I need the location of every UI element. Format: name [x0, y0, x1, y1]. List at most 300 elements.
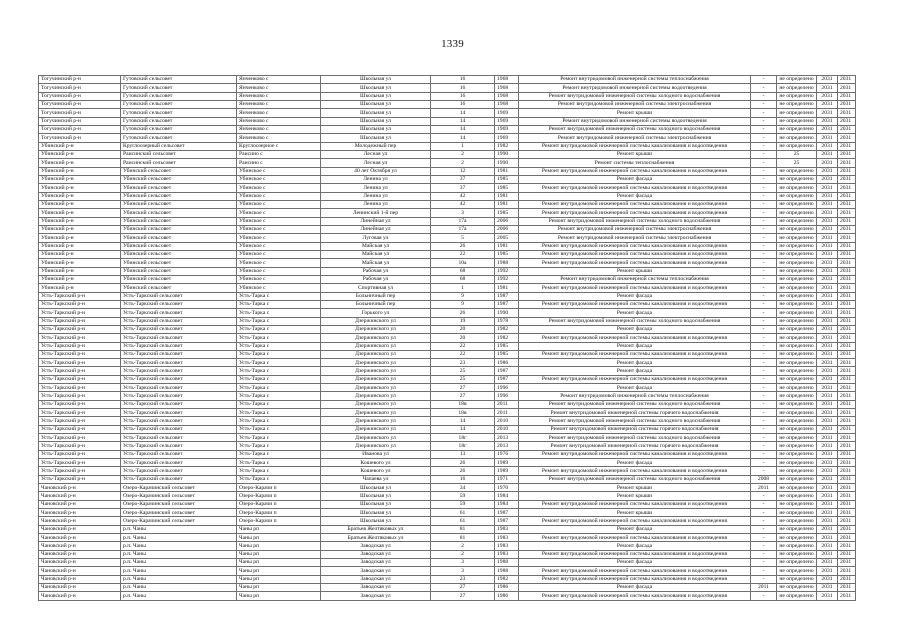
- table-row: [39, 334, 856, 342]
- cell-plan-start-year: 2031: [817, 76, 838, 84]
- cell-plan-start-year: 2031: [817, 300, 838, 308]
- cell-last-repair-year: -: [751, 117, 777, 125]
- table-row: [39, 442, 856, 450]
- table-row: [39, 109, 856, 117]
- cell-plan-end-year: 2031: [838, 234, 856, 242]
- cell-plan-end-year: 2031: [838, 334, 856, 342]
- cell-street: Спортивная ул: [321, 284, 431, 292]
- table-row: [39, 342, 856, 350]
- cell-plan-start-year: 2031: [817, 400, 838, 408]
- cell-cost: не определено: [777, 342, 817, 350]
- cell-plan-start-year: 2031: [817, 334, 838, 342]
- cell-plan-start-year: 2031: [817, 117, 838, 125]
- cell-street: Братьев Желтяковых ул: [321, 525, 431, 533]
- cell-cost: не определено: [777, 492, 817, 500]
- cell-settlement-council: Усть-Таркский сельсовет: [121, 317, 237, 325]
- table-row: [39, 484, 856, 492]
- cell-plan-end-year: 2031: [838, 509, 856, 517]
- cell-house-number: 3: [431, 567, 495, 575]
- cell-district: Усть-Таркский р-н: [39, 325, 121, 333]
- cell-repair-work-type: Ремонт фасада: [519, 367, 751, 375]
- cell-last-repair-year: -: [751, 375, 777, 383]
- cell-plan-start-year: 2031: [817, 342, 838, 350]
- cell-cost: не определено: [777, 542, 817, 550]
- cell-district: Усть-Таркский р-н: [39, 417, 121, 425]
- cell-repair-work-type: Ремонт фасада: [519, 192, 751, 200]
- cell-locality: Чаны рп: [237, 592, 321, 600]
- cell-plan-end-year: 2031: [838, 142, 856, 150]
- cell-cost: не определено: [777, 459, 817, 467]
- table-row: [39, 259, 856, 267]
- cell-locality: Убинское с: [237, 209, 321, 217]
- cell-cost: не определено: [777, 167, 817, 175]
- cell-district: Убинский р-н: [39, 200, 121, 208]
- cell-plan-start-year: 2031: [817, 384, 838, 392]
- cell-district: Убинский р-н: [39, 275, 121, 283]
- table-row: [39, 142, 856, 150]
- cell-repair-work-type: Ремонт внутридомовой инженерной системы канализования и водоотведения: [519, 550, 751, 558]
- cell-street: Линейная ул: [321, 225, 431, 233]
- cell-house-number: 37: [431, 175, 495, 183]
- cell-plan-end-year: 2031: [838, 200, 856, 208]
- cell-street: Дзержинского ул: [321, 342, 431, 350]
- cell-cost: не определено: [777, 575, 817, 583]
- cell-last-repair-year: -: [751, 367, 777, 375]
- cell-locality: Озеро-Карачи п: [237, 509, 321, 517]
- cell-plan-end-year: 2031: [838, 534, 856, 542]
- cell-cost: не определено: [777, 259, 817, 267]
- table-row: [39, 542, 856, 550]
- cell-house-number: 27: [431, 392, 495, 400]
- page-number: 1339: [441, 38, 464, 50]
- cell-build-year: 1992: [495, 275, 519, 283]
- cell-build-year: 1981: [495, 200, 519, 208]
- cell-street: Школьная ул: [321, 500, 431, 508]
- cell-house-number: 17а: [431, 225, 495, 233]
- table-row: [39, 459, 856, 467]
- cell-settlement-council: Усть-Таркский сельсовет: [121, 384, 237, 392]
- cell-street: Школьная ул: [321, 84, 431, 92]
- cell-locality: Озеро-Карачи п: [237, 492, 321, 500]
- cell-plan-start-year: 2031: [817, 534, 838, 542]
- cell-last-repair-year: -: [751, 425, 777, 433]
- cell-cost: не определено: [777, 184, 817, 192]
- cell-locality: Янченково с: [237, 92, 321, 100]
- cell-last-repair-year: -: [751, 167, 777, 175]
- table-row: [39, 384, 856, 392]
- cell-locality: Янченково с: [237, 125, 321, 133]
- cell-build-year: 2011: [495, 400, 519, 408]
- cell-house-number: 19: [431, 317, 495, 325]
- table-row: [39, 309, 856, 317]
- cell-settlement-council: р.п. Чаны: [121, 567, 237, 575]
- cell-plan-end-year: 2031: [838, 425, 856, 433]
- cell-cost: не определено: [777, 334, 817, 342]
- cell-settlement-council: Озеро-Карачинский сельсовет: [121, 517, 237, 525]
- cell-house-number: 37: [431, 184, 495, 192]
- table-row: [39, 467, 856, 475]
- cell-settlement-council: Усть-Таркский сельсовет: [121, 300, 237, 308]
- cell-plan-end-year: 2031: [838, 409, 856, 417]
- cell-settlement-council: Гутовский сельсовет: [121, 117, 237, 125]
- cell-last-repair-year: -: [751, 250, 777, 258]
- cell-build-year: 1983: [495, 534, 519, 542]
- cell-repair-work-type: Ремонт крыши: [519, 109, 751, 117]
- cell-house-number: 22: [431, 350, 495, 358]
- cell-last-repair-year: -: [751, 350, 777, 358]
- cell-plan-start-year: 2031: [817, 575, 838, 583]
- cell-locality: Убинское с: [237, 284, 321, 292]
- cell-street: Дзержинского ул: [321, 409, 431, 417]
- cell-locality: Усть-Тарка с: [237, 425, 321, 433]
- cell-street: Заводская ул: [321, 567, 431, 575]
- table-row: [39, 517, 856, 525]
- cell-settlement-council: р.п. Чаны: [121, 525, 237, 533]
- cell-settlement-council: Гутовский сельсовет: [121, 134, 237, 142]
- cell-district: Усть-Таркский р-н: [39, 309, 121, 317]
- cell-street: Школьная ул: [321, 484, 431, 492]
- cell-settlement-council: Озеро-Карачинский сельсовет: [121, 492, 237, 500]
- cell-locality: Чаны рп: [237, 567, 321, 575]
- cell-plan-start-year: 2031: [817, 392, 838, 400]
- cell-build-year: 1985: [495, 342, 519, 350]
- cell-street: Дзержинского ул: [321, 325, 431, 333]
- cell-street: Ленина ул: [321, 200, 431, 208]
- cell-district: Чановский р-н: [39, 550, 121, 558]
- cell-settlement-council: Убинский сельсовет: [121, 234, 237, 242]
- cell-cost: не определено: [777, 325, 817, 333]
- cell-plan-start-year: 2031: [817, 309, 838, 317]
- cell-build-year: 1983: [495, 542, 519, 550]
- cell-house-number: 20: [431, 334, 495, 342]
- cell-plan-end-year: 2031: [838, 250, 856, 258]
- cell-last-repair-year: -: [751, 275, 777, 283]
- cell-cost: не определено: [777, 567, 817, 575]
- cell-street: Майская ул: [321, 242, 431, 250]
- cell-district: Усть-Таркский р-н: [39, 334, 121, 342]
- cell-last-repair-year: -: [751, 309, 777, 317]
- cell-repair-work-type: Ремонт внутридомовой инженерной системы канализования и водоотведения: [519, 209, 751, 217]
- cell-plan-start-year: 2031: [817, 325, 838, 333]
- cell-street: Дзержинского ул: [321, 417, 431, 425]
- cell-settlement-council: Гутовский сельсовет: [121, 84, 237, 92]
- cell-locality: Убинское с: [237, 275, 321, 283]
- cell-cost: не определено: [777, 359, 817, 367]
- table-row: [39, 350, 856, 358]
- cell-locality: Убинское с: [237, 250, 321, 258]
- cell-last-repair-year: -: [751, 125, 777, 133]
- cell-district: Убинский р-н: [39, 142, 121, 150]
- cell-plan-start-year: 2031: [817, 225, 838, 233]
- cell-street: Школьная ул: [321, 76, 431, 84]
- cell-build-year: 2010: [495, 425, 519, 433]
- cell-cost: не определено: [777, 425, 817, 433]
- cell-last-repair-year: -: [751, 100, 777, 108]
- cell-district: Убинский р-н: [39, 284, 121, 292]
- cell-house-number: 14: [431, 125, 495, 133]
- cell-last-repair-year: -: [751, 550, 777, 558]
- cell-house-number: 23: [431, 575, 495, 583]
- cell-district: Усть-Таркский р-н: [39, 459, 121, 467]
- cell-settlement-council: Убинский сельсовет: [121, 225, 237, 233]
- cell-plan-end-year: 2031: [838, 184, 856, 192]
- cell-house-number: 16: [431, 100, 495, 108]
- cell-build-year: 1970: [495, 484, 519, 492]
- cell-locality: Янченково с: [237, 100, 321, 108]
- cell-plan-start-year: 2031: [817, 84, 838, 92]
- cell-build-year: 1985: [495, 209, 519, 217]
- cell-locality: Убинское с: [237, 225, 321, 233]
- cell-locality: Янченково с: [237, 84, 321, 92]
- table-row: [39, 492, 856, 500]
- cell-locality: Озеро-Карачи п: [237, 484, 321, 492]
- cell-last-repair-year: -: [751, 300, 777, 308]
- cell-repair-work-type: Ремонт внутридомовой инженерной системы канализования и водоотведения: [519, 500, 751, 508]
- cell-cost: не определено: [777, 525, 817, 533]
- cell-district: Усть-Таркский р-н: [39, 342, 121, 350]
- cell-street: Ленина ул: [321, 175, 431, 183]
- cell-district: Чановский р-н: [39, 517, 121, 525]
- cell-district: Чановский р-н: [39, 559, 121, 567]
- cell-last-repair-year: 2011: [751, 584, 777, 592]
- cell-locality: Убинское с: [237, 259, 321, 267]
- cell-house-number: 22: [431, 250, 495, 258]
- cell-plan-end-year: 2031: [838, 284, 856, 292]
- cell-plan-start-year: 2031: [817, 459, 838, 467]
- cell-settlement-council: Усть-Таркский сельсовет: [121, 359, 237, 367]
- cell-locality: Убинское с: [237, 217, 321, 225]
- cell-last-repair-year: -: [751, 517, 777, 525]
- table-row: [39, 592, 856, 600]
- table-row: [39, 417, 856, 425]
- cell-settlement-council: р.п. Чаны: [121, 575, 237, 583]
- cell-cost: не определено: [777, 467, 817, 475]
- cell-repair-work-type: Ремонт системы теплоснабжения: [519, 159, 751, 167]
- cell-plan-end-year: 2031: [838, 592, 856, 600]
- table-row: [39, 392, 856, 400]
- cell-locality: Янченково с: [237, 117, 321, 125]
- cell-district: Чановский р-н: [39, 575, 121, 583]
- table-row: [39, 434, 856, 442]
- cell-cost: не определено: [777, 125, 817, 133]
- cell-repair-work-type: Ремонт внутридомовой инженерной системы канализования и водоотведения: [519, 334, 751, 342]
- cell-plan-end-year: 2031: [838, 209, 856, 217]
- cell-district: Тогучинский р-н: [39, 125, 121, 133]
- cell-street: Ленина ул: [321, 192, 431, 200]
- cell-plan-start-year: 2031: [817, 517, 838, 525]
- cell-plan-end-year: 2031: [838, 134, 856, 142]
- cell-repair-work-type: Ремонт фасада: [519, 359, 751, 367]
- cell-settlement-council: Раисинский сельсовет: [121, 159, 237, 167]
- cell-settlement-council: Убинский сельсовет: [121, 192, 237, 200]
- cell-plan-start-year: 2031: [817, 475, 838, 483]
- table-row: [39, 400, 856, 408]
- cell-cost: не определено: [777, 109, 817, 117]
- cell-plan-end-year: 2031: [838, 567, 856, 575]
- cell-district: Чановский р-н: [39, 592, 121, 600]
- cell-plan-start-year: 2031: [817, 159, 838, 167]
- cell-plan-start-year: 2031: [817, 542, 838, 550]
- cell-build-year: 2006: [495, 225, 519, 233]
- table-row: [39, 275, 856, 283]
- cell-locality: Убинское с: [237, 234, 321, 242]
- cell-district: Тогучинский р-н: [39, 109, 121, 117]
- cell-settlement-council: Озеро-Карачинский сельсовет: [121, 484, 237, 492]
- table-row: [39, 76, 856, 84]
- cell-last-repair-year: -: [751, 509, 777, 517]
- cell-repair-work-type: Ремонт внутридомовой инженерной системы канализования и водоотведения: [519, 142, 751, 150]
- cell-repair-work-type: Ремонт крыши: [519, 150, 751, 158]
- cell-locality: Усть-Тарка с: [237, 467, 321, 475]
- cell-cost: не определено: [777, 400, 817, 408]
- cell-plan-end-year: 2031: [838, 384, 856, 392]
- cell-cost: не определено: [777, 384, 817, 392]
- cell-plan-end-year: 2031: [838, 76, 856, 84]
- cell-district: Тогучинский р-н: [39, 84, 121, 92]
- cell-last-repair-year: -: [751, 200, 777, 208]
- cell-settlement-council: Усть-Таркский сельсовет: [121, 442, 237, 450]
- cell-build-year: 1968: [495, 84, 519, 92]
- cell-district: Усть-Таркский р-н: [39, 475, 121, 483]
- cell-repair-work-type: Ремонт внутридомовой инженерной системы горячего водоснабжения: [519, 442, 751, 450]
- cell-street: Школьная ул: [321, 109, 431, 117]
- cell-locality: Убинское с: [237, 192, 321, 200]
- cell-district: Усть-Таркский р-н: [39, 425, 121, 433]
- cell-settlement-council: Усть-Таркский сельсовет: [121, 350, 237, 358]
- cell-last-repair-year: -: [751, 92, 777, 100]
- cell-plan-end-year: 2031: [838, 450, 856, 458]
- cell-street: Рабочая ул: [321, 267, 431, 275]
- cell-plan-end-year: 2031: [838, 517, 856, 525]
- cell-cost: не определено: [777, 217, 817, 225]
- cell-street: Дзержинского ул: [321, 400, 431, 408]
- cell-plan-start-year: 2031: [817, 250, 838, 258]
- cell-street: Ленина ул: [321, 184, 431, 192]
- cell-settlement-council: Озеро-Карачинский сельсовет: [121, 509, 237, 517]
- cell-cost: не определено: [777, 117, 817, 125]
- cell-locality: Чаны рп: [237, 542, 321, 550]
- cell-house-number: 2: [431, 542, 495, 550]
- cell-district: Убинский р-н: [39, 150, 121, 158]
- cell-plan-end-year: 2031: [838, 242, 856, 250]
- cell-plan-start-year: 2031: [817, 150, 838, 158]
- cell-locality: Убинское с: [237, 175, 321, 183]
- cell-house-number: 26: [431, 242, 495, 250]
- cell-plan-start-year: 2031: [817, 142, 838, 150]
- cell-repair-work-type: Ремонт фасада: [519, 325, 751, 333]
- table-row: [39, 175, 856, 183]
- table-row: [39, 267, 856, 275]
- cell-locality: Чаны рп: [237, 550, 321, 558]
- cell-build-year: 1982: [495, 575, 519, 583]
- cell-street: Дзержинского ул: [321, 375, 431, 383]
- cell-cost: не определено: [777, 509, 817, 517]
- cell-repair-work-type: Ремонт внутридомовой инженерной системы канализования и водоотведения: [519, 300, 751, 308]
- cell-last-repair-year: -: [751, 459, 777, 467]
- cell-cost: не определено: [777, 76, 817, 84]
- cell-cost: не определено: [777, 142, 817, 150]
- cell-last-repair-year: -: [751, 284, 777, 292]
- cell-settlement-council: р.п. Чаны: [121, 542, 237, 550]
- cell-cost: не определено: [777, 592, 817, 600]
- cell-last-repair-year: -: [751, 159, 777, 167]
- cell-plan-end-year: 2031: [838, 267, 856, 275]
- table-row: [39, 192, 856, 200]
- cell-repair-work-type: Ремонт внутридомовой инженерной системы канализования и водоотведения: [519, 450, 751, 458]
- cell-repair-work-type: Ремонт внутридомовой инженерной системы холодного водоснабжения: [519, 92, 751, 100]
- cell-last-repair-year: -: [751, 334, 777, 342]
- cell-repair-work-type: Ремонт внутридомовой инженерной системы канализования и водоотведения: [519, 575, 751, 583]
- cell-street: Линейная ул: [321, 217, 431, 225]
- cell-repair-work-type: Ремонт внутридомовой инженерной системы теплоснабжения: [519, 76, 751, 84]
- cell-settlement-council: Усть-Таркский сельсовет: [121, 459, 237, 467]
- cell-cost: не определено: [777, 242, 817, 250]
- cell-last-repair-year: -: [751, 359, 777, 367]
- cell-settlement-council: Убинский сельсовет: [121, 200, 237, 208]
- cell-last-repair-year: -: [751, 392, 777, 400]
- table-row: [39, 117, 856, 125]
- cell-house-number: 18г: [431, 434, 495, 442]
- cell-cost: не определено: [777, 500, 817, 508]
- cell-settlement-council: Усть-Таркский сельсовет: [121, 292, 237, 300]
- cell-settlement-council: Убинский сельсовет: [121, 242, 237, 250]
- cell-district: Убинский р-н: [39, 167, 121, 175]
- cell-locality: Круглоозерное с: [237, 142, 321, 150]
- cell-repair-work-type: Ремонт внутридомовой инженерной системы канализования и водоотведения: [519, 534, 751, 542]
- cell-cost: не определено: [777, 417, 817, 425]
- cell-plan-end-year: 2031: [838, 417, 856, 425]
- cell-plan-end-year: 2031: [838, 542, 856, 550]
- cell-plan-end-year: 2031: [838, 317, 856, 325]
- cell-plan-end-year: 2031: [838, 92, 856, 100]
- cell-build-year: 2005: [495, 234, 519, 242]
- cell-plan-end-year: 2031: [838, 367, 856, 375]
- cell-house-number: 16: [431, 76, 495, 84]
- cell-repair-work-type: Ремонт фасада: [519, 525, 751, 533]
- cell-plan-start-year: 2031: [817, 500, 838, 508]
- cell-last-repair-year: -: [751, 142, 777, 150]
- cell-street: Дзержинского ул: [321, 367, 431, 375]
- cell-house-number: 20: [431, 325, 495, 333]
- cell-build-year: 1985: [495, 184, 519, 192]
- cell-house-number: 27: [431, 592, 495, 600]
- cell-settlement-council: Усть-Таркский сельсовет: [121, 375, 237, 383]
- cell-street: Луговая ул: [321, 234, 431, 242]
- cell-district: Убинский р-н: [39, 192, 121, 200]
- cell-district: Тогучинский р-н: [39, 117, 121, 125]
- cell-build-year: 1969: [495, 134, 519, 142]
- cell-house-number: 14: [431, 109, 495, 117]
- cell-house-number: 25: [431, 367, 495, 375]
- cell-street: Дзержинского ул: [321, 425, 431, 433]
- cell-build-year: 1986: [495, 359, 519, 367]
- cell-house-number: 1: [431, 142, 495, 150]
- cell-plan-end-year: 2031: [838, 434, 856, 442]
- cell-district: Усть-Таркский р-н: [39, 317, 121, 325]
- cell-cost: не определено: [777, 367, 817, 375]
- cell-street: Школьная ул: [321, 509, 431, 517]
- cell-settlement-council: Убинский сельсовет: [121, 275, 237, 283]
- cell-repair-work-type: Ремонт внутридомовой инженерной системы водоотведения: [519, 117, 751, 125]
- cell-last-repair-year: 2011: [751, 484, 777, 492]
- cell-cost: не определено: [777, 434, 817, 442]
- cell-settlement-council: Убинский сельсовет: [121, 209, 237, 217]
- cell-house-number: 9: [431, 292, 495, 300]
- cell-locality: Озеро-Карачи п: [237, 500, 321, 508]
- cell-street: Майская ул: [321, 259, 431, 267]
- cell-house-number: 2: [431, 159, 495, 167]
- cell-plan-end-year: 2031: [838, 359, 856, 367]
